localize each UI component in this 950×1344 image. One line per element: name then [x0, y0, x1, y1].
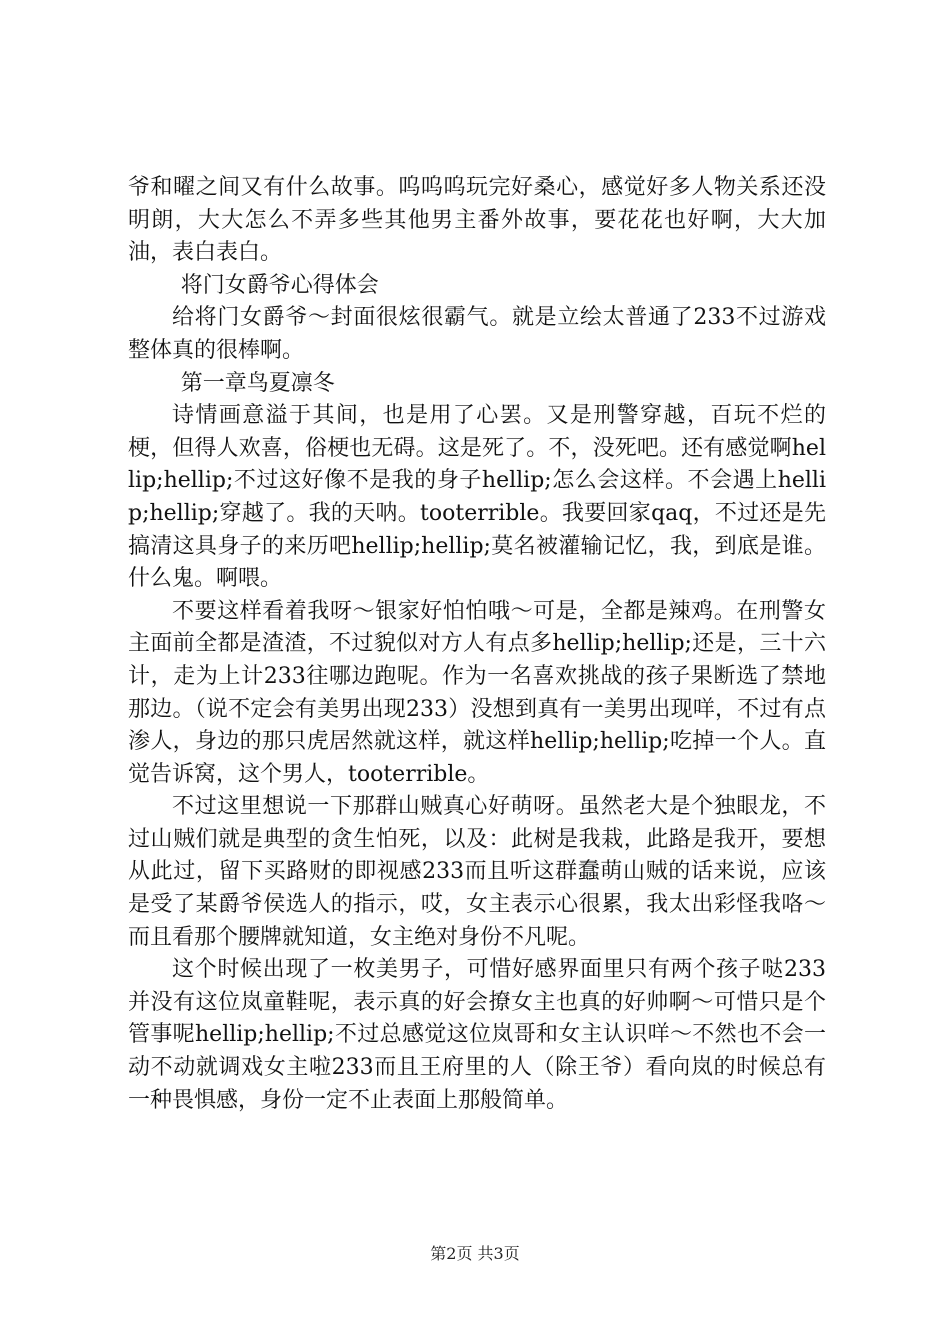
document-body	[128, 172, 826, 1117]
paragraph: 诗情画意溢于其间，也是用了心罢。又是刑警穿越，百玩不烂的梗，但得人欢喜，俗梗也无碍。这是死了。不，没死吧。还有感觉啊hellip;hellip;不过这好像不是我的身子hellip;怎么会这样。不会遇上hellip;hellip;穿越了。我的天呐。tooterrible。我要回家qaq，不过还是先搞清这具身子的来历吧hellip;hellip;莫名被灌输记忆，我，到底是谁。什么鬼。啊喂。	[128, 403, 826, 592]
paragraph: 不过这里想说一下那群山贼真心好萌呀。虽然老大是个独眼龙，不过山贼们就是典型的贪生怕死，以及：此树是我栽，此路是我开，要想从此过，留下买路财的即视感233而且听这群蠢萌山贼的话来说，应该是受了某爵爷侯选人的指示，哎，女主表示心很累，我太出彩怪我咯～而且看那个腰牌就知道，女主绝对身份不凡呢。	[128, 794, 826, 950]
paragraph-continuation: 爷和曜之间又有什么故事。呜呜呜玩完好桑心，感觉好多人物关系还没明朗，大大怎么不弄多些其他男主番外故事，要花花也好啊，大大加油，表白表白。	[128, 175, 826, 266]
paragraph: 不要这样看着我呀～银家好怕怕哦～可是，全都是辣鸡。在刑警女主面前全都是渣渣，不过貌似对方人有点多hellip;hellip;还是，三十六计，走为上计233往哪边跑呢。作为一名喜欢挑战的孩子果断选了禁地那边。（说不定会有美男出现233）没想到真有一美男出现咩，不过有点渗人，身边的那只虎居然就这样，就这样hellip;hellip;吃掉一个人。直觉告诉窝，这个男人，tooterrible。	[128, 598, 826, 787]
page-number-footer: 第2页 共3页	[430, 1244, 520, 1263]
chapter-title: 第一章鸟夏凛冬	[180, 370, 335, 396]
section-title: 将门女爵爷心得体会	[180, 272, 379, 298]
paragraph: 这个时候出现了一枚美男子，可惜好感界面里只有两个孩子哒233并没有这位岚童鞋呢，表示真的好会撩女主也真的好帅啊～可惜只是个管事呢hellip;hellip;不过总感觉这位岚哥和女主认识咩～不然也不会一动不动就调戏女主啦233而且王府里的人（除王爷）看向岚的时候总有一种畏惧感，身份一定不止表面上那般简单。	[128, 957, 826, 1113]
paragraph: 给将门女爵爷～封面很炫很霸气。就是立绘太普通了233不过游戏整体真的很棒啊。	[128, 305, 826, 363]
